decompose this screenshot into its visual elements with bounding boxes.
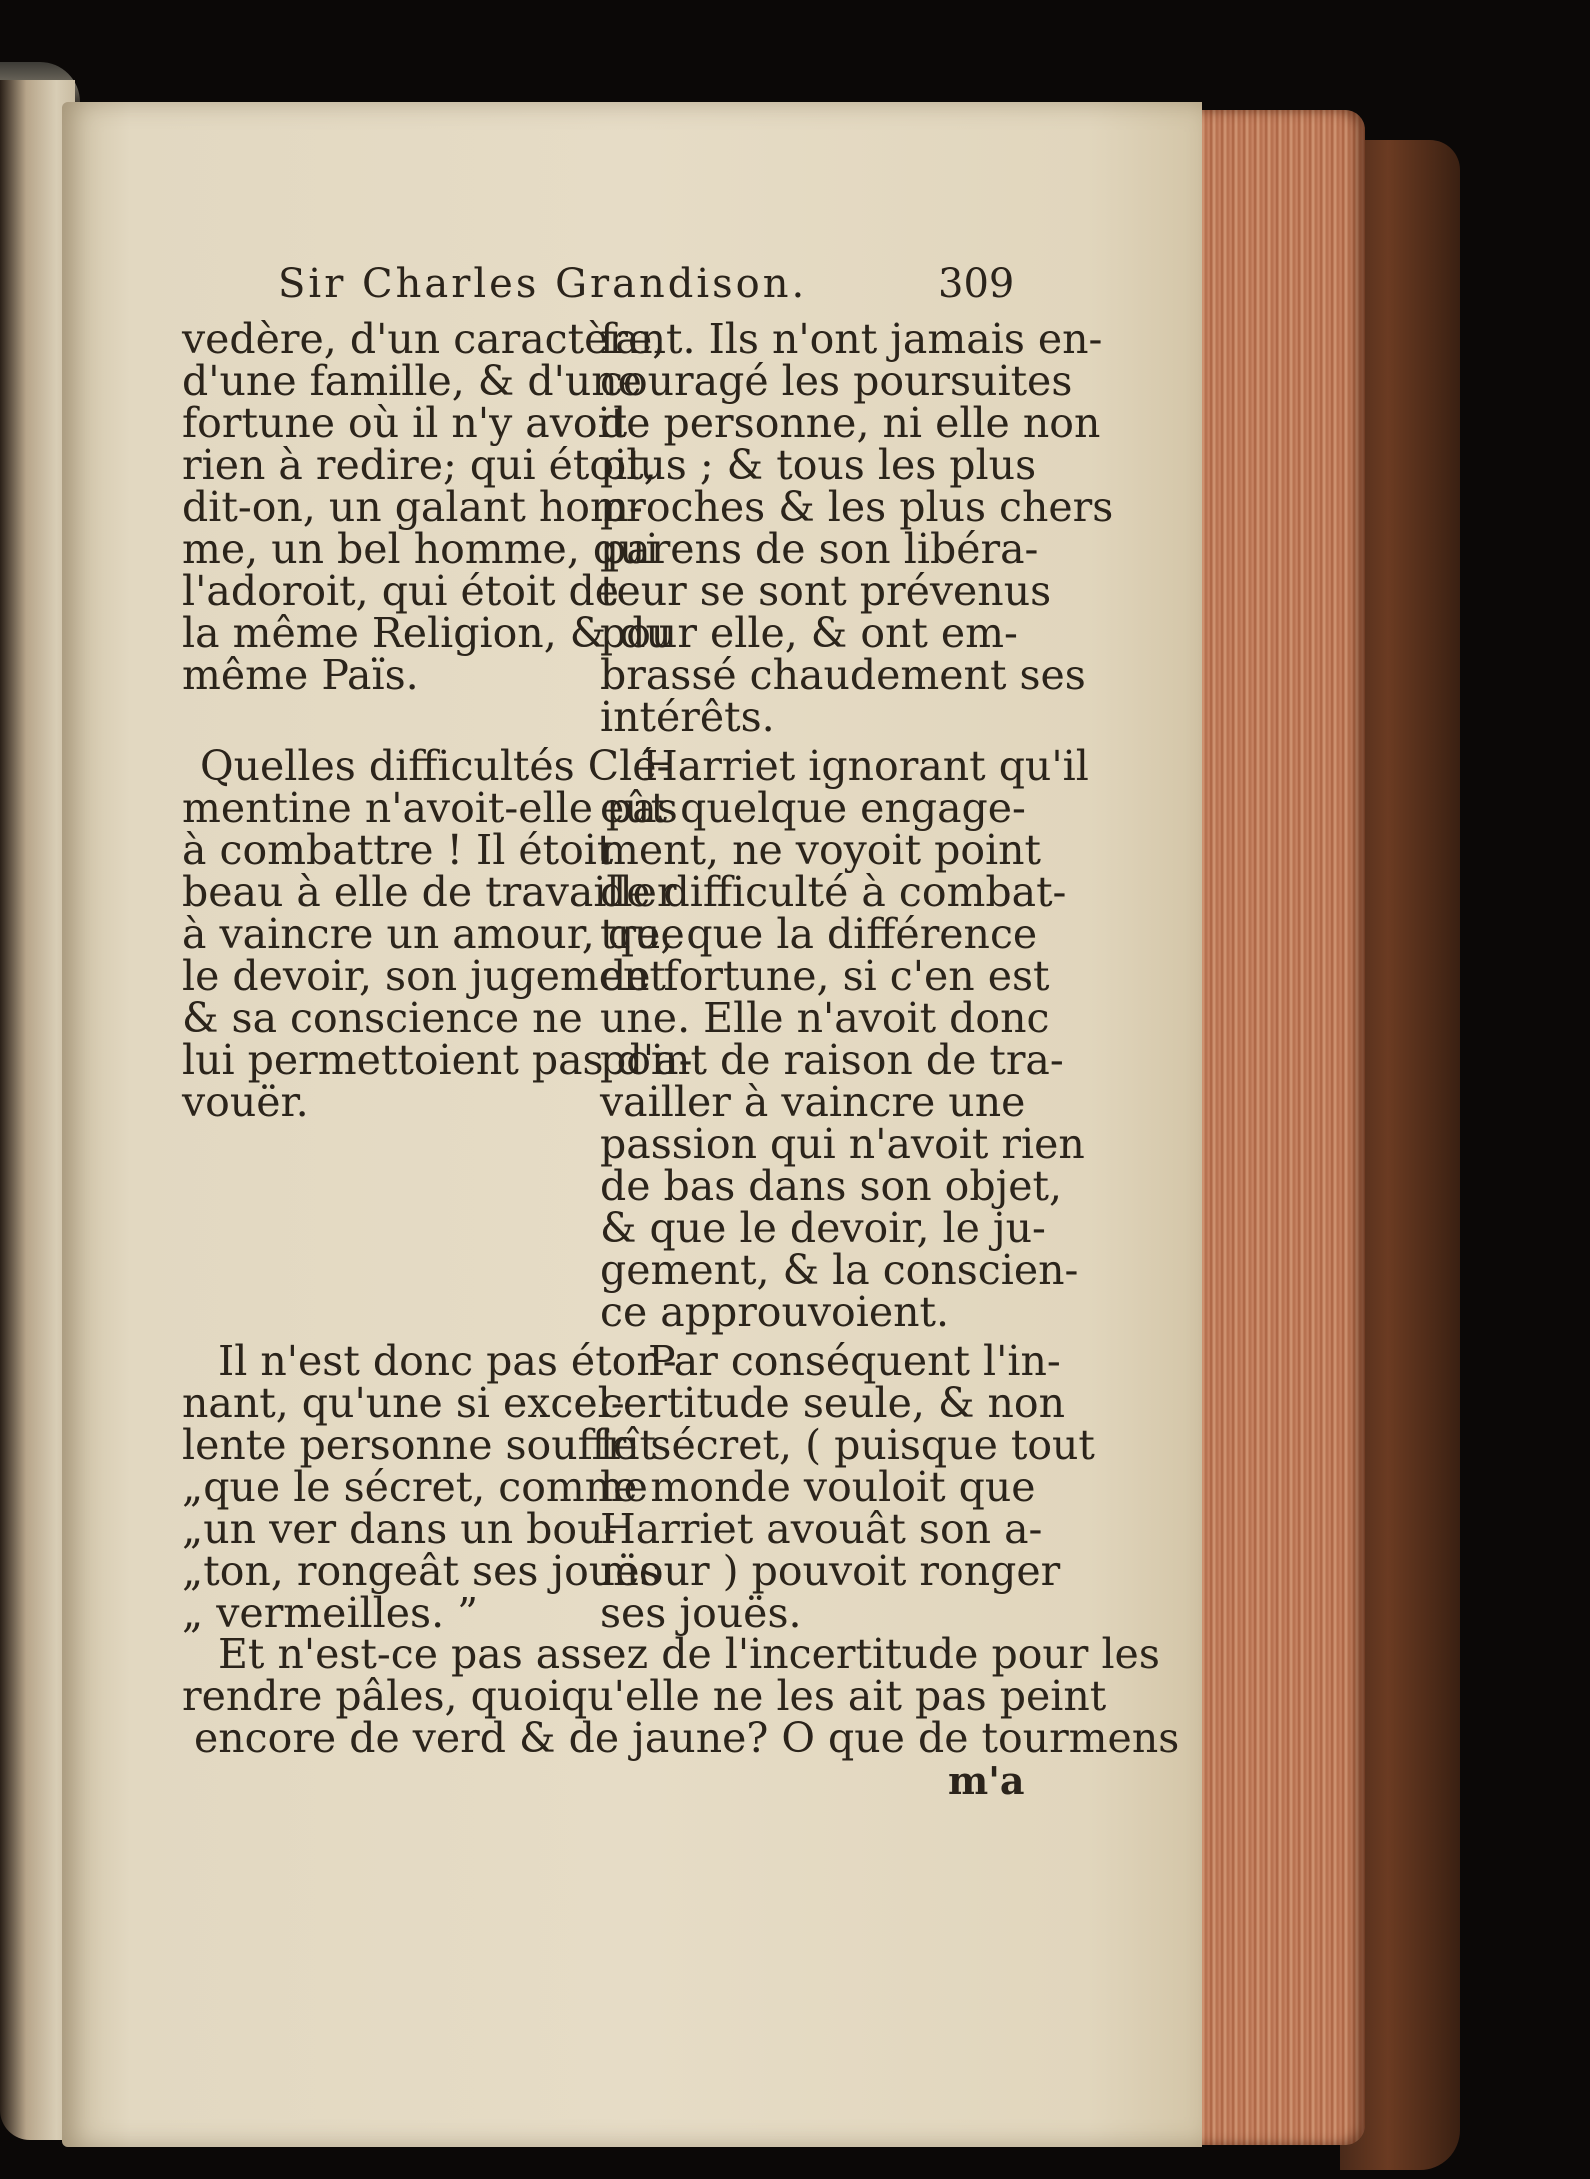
text-line: fortune où il n'y avoit (182, 399, 628, 447)
text-line: le monde vouloit que (600, 1463, 1036, 1511)
text-line: à combattre ! Il étoit (182, 826, 614, 874)
text-line: Par conséquent l'in- (648, 1337, 1061, 1385)
running-title: Sir Charles Grandison. (278, 261, 808, 307)
text-line: point de raison de tra- (600, 1036, 1064, 1084)
text-line: une. Elle n'avoit donc (600, 994, 1050, 1042)
text-line: tre, que la différence (600, 910, 1038, 958)
text-line: certitude seule, & non (600, 1379, 1066, 1427)
full-width-paragraph (182, 1630, 1180, 1762)
text-line: la même Religion, & du (182, 609, 672, 657)
page-number: 309 (938, 261, 1015, 307)
left-column-paragraph-3 (182, 1337, 677, 1637)
text-line: & que le devoir, le ju- (600, 1204, 1046, 1252)
text-line: ment, ne voyoit point (600, 826, 1042, 874)
right-column-paragraph-3 (600, 1337, 1095, 1637)
text-line: beau à elle de travailler (182, 868, 677, 916)
text-line: mour ) pouvoit ronger (600, 1547, 1061, 1595)
right-column-paragraph-1 (600, 315, 1114, 741)
text-line: le devoir, son jugement (182, 952, 666, 1000)
text-line: ses jouës. (600, 1589, 802, 1637)
text-line: lui permettoient pas d'a- (182, 1036, 693, 1084)
text-line: couragé les poursuites (600, 357, 1073, 405)
left-column-paragraph-1 (182, 315, 672, 699)
text-line: parens de son libéra- (600, 525, 1039, 573)
text-line: dit-on, un galant hom- (182, 483, 643, 531)
text-line: pour elle, & ont em- (600, 609, 1018, 657)
text-line: à vaincre un amour, que (182, 910, 685, 958)
text-line: d'une famille, & d'une (182, 357, 642, 405)
text-line: vailler à vaincre une (600, 1078, 1026, 1126)
text-line: lente personne souffrît (182, 1421, 656, 1469)
text-line: vouër. (182, 1078, 309, 1126)
text-line: brassé chaudement ses (600, 651, 1086, 699)
text-line: de fortune, si c'en est (600, 952, 1050, 1000)
catchword: m'a (948, 1758, 1025, 1803)
text-line: nant, qu'une si excel- (182, 1379, 625, 1427)
text-line: „ vermeilles. ” (182, 1589, 479, 1637)
text-line: Harriet ignorant qu'il (642, 742, 1089, 790)
running-header (278, 263, 1018, 305)
text-line: rien à redire; qui étoit, (182, 441, 657, 489)
left-column-paragraph-2 (182, 742, 693, 1126)
text-line: fant. Ils n'ont jamais en- (600, 315, 1103, 363)
text-line: encore de verd & de jaune? O que de tourmens (194, 1714, 1180, 1762)
text-line: de bas dans son objet, (600, 1162, 1063, 1210)
text-line: l'adoroit, qui étoit de (182, 567, 620, 615)
text-line: vedère, d'un caractère, (182, 315, 666, 363)
page-edges (1195, 110, 1365, 2145)
text-line: de personne, ni elle non (600, 399, 1101, 447)
right-column-paragraph-2 (600, 742, 1089, 1336)
text-line: me, un bel homme, qui (182, 525, 659, 573)
text-line: Harriet avouât son a- (600, 1505, 1043, 1553)
text-line: eût quelque engage- (600, 784, 1026, 832)
text-line: ce approuvoient. (600, 1288, 950, 1336)
text-line: le sécret, ( puisque tout (600, 1421, 1095, 1469)
text-line: intérêts. (600, 693, 775, 741)
text-line: même Païs. (182, 651, 419, 699)
text-line: Quelles difficultés Clé- (200, 742, 671, 790)
text-line: proches & les plus chers (600, 483, 1114, 531)
text-line: „un ver dans un bou- (182, 1505, 618, 1553)
text-line: Et n'est-ce pas assez de l'incertitude pour les (218, 1630, 1160, 1678)
text-line: rendre pâles, quoiqu'elle ne les ait pas peint (182, 1672, 1107, 1720)
text-line: passion qui n'avoit rien (600, 1120, 1085, 1168)
text-line: „que le sécret, comme (182, 1463, 648, 1511)
text-line: mentine n'avoit-elle pas (182, 784, 678, 832)
text-line: „ton, rongeât ses jouës (182, 1547, 661, 1595)
text-line: de difficulté à combat- (600, 868, 1067, 916)
text-line: plus ; & tous les plus (600, 441, 1037, 489)
text-line: gement, & la conscien- (600, 1246, 1079, 1294)
text-line: Il n'est donc pas éton- (218, 1337, 677, 1385)
text-line: teur se sont prévenus (600, 567, 1052, 615)
text-line: & sa conscience ne (182, 994, 583, 1042)
